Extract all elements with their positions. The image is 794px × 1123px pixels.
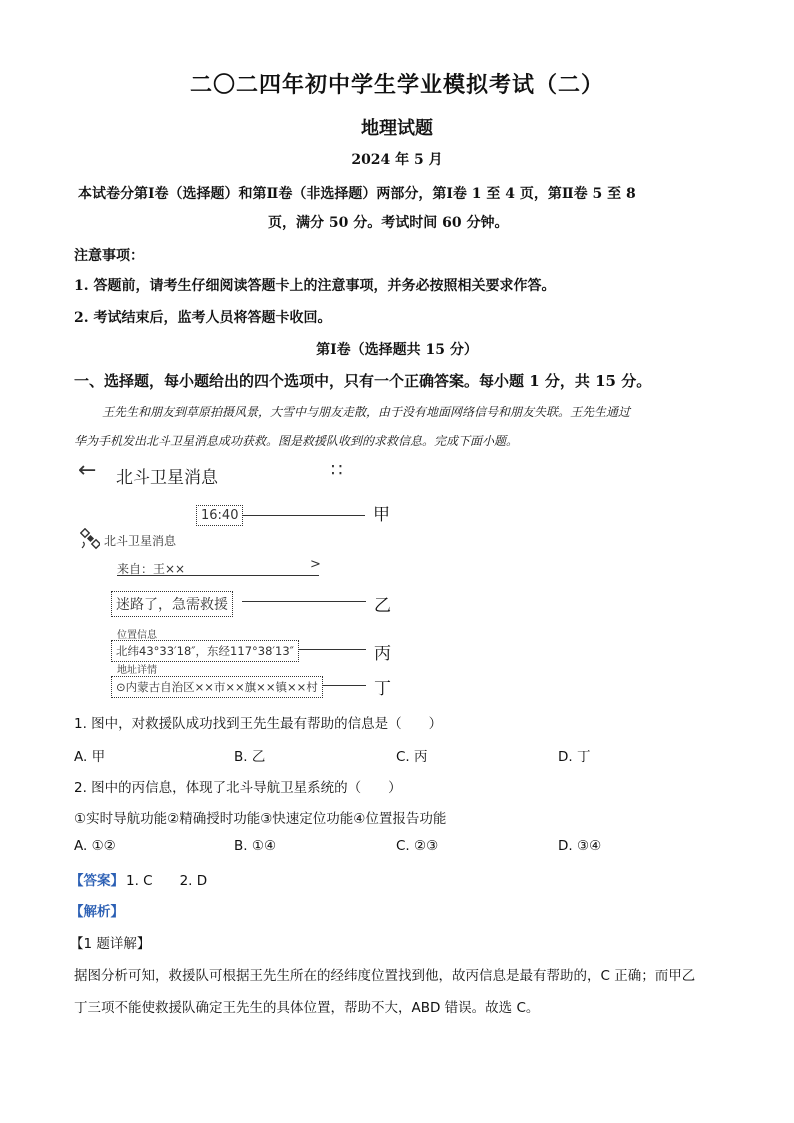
leader-line-yi	[242, 601, 366, 602]
q2-option-c: C. ②③	[396, 838, 439, 854]
question-1-stem: 1. 图中，对救援队成功找到王先生最有帮助的信息是（ ）	[74, 716, 443, 732]
intro-line-2: 页，满分 50 分。考试时间 60 分钟。	[268, 215, 509, 231]
passage-line-1: 王先生和朋友到草原拍摄风景，大雪中与朋友走散，由于没有地面网络信号和朋友失联。王先生通过	[102, 405, 631, 419]
coordinates-box: 北纬43°33′18″，东经117°38′13″	[111, 640, 299, 662]
back-arrow-icon: ←	[78, 458, 97, 483]
q1-option-a: A. 甲	[74, 749, 106, 765]
answer-text: 1. C 2. D	[126, 873, 208, 889]
section-instruction: 一、选择题，每小题给出的四个选项中，只有一个正确答案。每小题 1 分，共 15 分。	[74, 372, 652, 390]
leader-line-bing	[299, 649, 366, 650]
satellite-icon	[80, 528, 100, 548]
location-label: 位置信息	[117, 630, 157, 641]
question-2-choices: ①实时导航功能②精确授时功能③快速定位功能④位置报告功能	[74, 811, 447, 827]
menu-icon: ∷	[331, 460, 343, 481]
exam-date: 2024 年 5 月	[351, 152, 443, 168]
q1-option-c: C. 丙	[396, 749, 428, 765]
address-label: 地址详情	[117, 665, 157, 676]
q1-option-b: B. 乙	[234, 749, 266, 765]
section-title: 第Ⅰ卷（选择题共 15 分）	[316, 342, 478, 358]
address-box: ⊙内蒙古自治区××市××旗××镇××村	[111, 676, 323, 698]
q1-option-d: D. 丁	[558, 749, 591, 765]
answer-label: 【答案】	[70, 873, 124, 889]
label-ding: 丁	[374, 679, 391, 699]
detail-label: 【1 题详解】	[70, 936, 151, 952]
message-box: 迷路了，急需救援	[111, 591, 233, 617]
notice-item-1: 1. 答题前，请考生仔细阅读答题卡上的注意事项，并务必按照相关要求作答。	[74, 278, 556, 294]
label-yi: 乙	[374, 596, 391, 616]
analysis-label: 【解析】	[70, 904, 124, 920]
from-text: 来自：王××	[117, 562, 186, 576]
passage-line-2: 华为手机发出北斗卫星消息成功获救。图是救援队收到的求救信息。完成下面小题。	[74, 434, 519, 448]
answer-block	[70, 869, 207, 889]
figure-header-title: 北斗卫星消息	[116, 468, 218, 488]
q2-option-d: D. ③④	[558, 838, 602, 854]
notice-item-2: 2. 考试结束后，监考人员将答题卡收回。	[74, 310, 332, 326]
chevron-right-icon: >	[310, 557, 321, 572]
exam-title: 二〇二四年初中学生学业模拟考试（二）	[189, 72, 604, 98]
from-underline	[117, 575, 319, 576]
intro-line-1: 本试卷分第Ⅰ卷（选择题）和第Ⅱ卷（非选择题）两部分，第Ⅰ卷 1 至 4 页，第Ⅱ卷 5 至 8	[78, 186, 636, 202]
question-2-stem: 2. 图中的丙信息，体现了北斗导航卫星系统的（ ）	[74, 780, 402, 796]
q2-option-b: B. ①④	[234, 838, 277, 854]
label-jia: 甲	[373, 505, 390, 525]
detail-line-1: 据图分析可知，救援队可根据王先生所在的经纬度位置找到他，故丙信息是最有帮助的，C 正确；而甲乙	[74, 968, 696, 984]
label-bing: 丙	[374, 644, 391, 664]
subject-title: 地理试题	[361, 118, 433, 139]
time-box: 16:40	[196, 505, 243, 526]
leader-line-jia	[243, 515, 365, 516]
leader-line-ding	[322, 685, 366, 686]
app-label: 北斗卫星消息	[104, 534, 177, 548]
q2-option-a: A. ①②	[74, 838, 116, 854]
notice-heading: 注意事项：	[74, 248, 144, 264]
detail-line-2: 丁三项不能使救援队确定王先生的具体位置，帮助不大，ABD 错误。故选 C。	[74, 1000, 540, 1016]
